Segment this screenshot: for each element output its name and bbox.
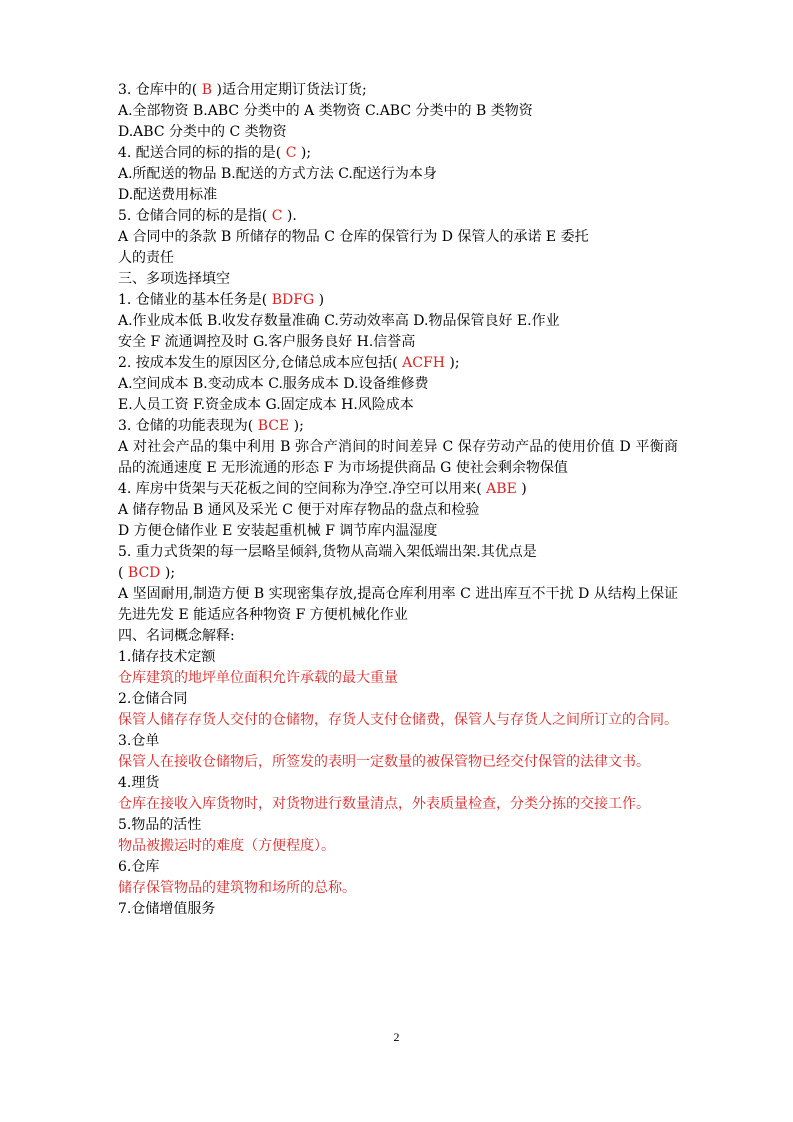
options-line: A.空间成本 B.变动成本 C.服务成本 D.设备维修费 bbox=[118, 376, 429, 392]
term-title: 7.仓储增值服务 bbox=[118, 901, 216, 917]
answer-text: BDFG bbox=[271, 292, 315, 308]
term-title: 2.仓储合同 bbox=[118, 691, 188, 707]
options-line: E.人员工资 F.资金成本 G.固定成本 H.风险成本 bbox=[118, 397, 414, 413]
answer-text: BCD bbox=[127, 565, 161, 581]
question-single-3: 3. 仓库中的( B )适合用定期订货法订货; bbox=[118, 82, 367, 98]
section-heading: 三、多项选择填空 bbox=[118, 271, 230, 287]
page-content bbox=[118, 80, 678, 920]
options-line: 安全 F 流通调控及时 G.客户服务良好 H.信誉高 bbox=[118, 334, 416, 350]
question-single-4: 4. 配送合同的标的指的是( C ); bbox=[118, 145, 312, 161]
options-line: D.配送费用标准 bbox=[118, 187, 218, 203]
term-title: 1.储存技术定额 bbox=[118, 649, 216, 665]
section-heading: 四、名词概念解释: bbox=[118, 628, 235, 644]
options-line: A.全部物资 B.ABC 分类中的 A 类物资 C.ABC 分类中的 B 类物资 bbox=[118, 103, 533, 119]
question-multi-3: 3. 仓储的功能表现为( BCE ); bbox=[118, 418, 304, 434]
options-paragraph: A 坚固耐用,制造方便 B 实现密集存放,提高仓库利用率 C 进出库互不干扰 D 从结构上保证先进先发 E 能适应各种物资 F 方便机械化作业 bbox=[118, 586, 678, 623]
term-definition: 仓库建筑的地坪单位面积允许承载的最大重量 bbox=[118, 670, 398, 686]
page-number: 2 bbox=[393, 1030, 400, 1044]
options-paragraph: A 对社会产品的集中利用 B 弥合产消间的时间差异 C 保存劳动产品的使用价值 D 平衡商品的流通速度 E 无形流通的形态 F 为市场提供商品 G 使社会剩余物保值 bbox=[118, 439, 678, 476]
term-title: 6.仓库 bbox=[118, 859, 160, 875]
question-multi-5-blank: ( BCD ); bbox=[118, 565, 176, 581]
term-title: 5.物品的活性 bbox=[118, 817, 202, 833]
answer-text: BCE bbox=[253, 418, 294, 434]
term-definition: 保管人在接收仓储物后，所签发的表明一定数量的被保管物已经交付保管的法律文书。 bbox=[118, 754, 650, 770]
answer-text: C bbox=[267, 208, 287, 224]
term-title: 3.仓单 bbox=[118, 733, 160, 749]
answer-text: ABE bbox=[481, 481, 522, 497]
question-multi-2: 2. 按成本发生的原因区分,仓储总成本应包括( ACFH ); bbox=[118, 355, 460, 371]
options-line: 人的责任 bbox=[118, 250, 174, 266]
term-definition: 仓库在接收入库货物时，对货物进行数量清点，外表质量检查，分类分拣的交接工作。 bbox=[118, 796, 650, 812]
question-multi-5: 5. 重力式货架的每一层略呈倾斜,货物从高端入架低端出架.其优点是 bbox=[118, 544, 537, 560]
options-line: A 储存物品 B 通风及采光 C 便于对库存物品的盘点和检验 bbox=[118, 502, 480, 518]
term-definition: 储存保管物品的建筑物和场所的总称。 bbox=[118, 880, 356, 896]
answer-text: B bbox=[197, 82, 217, 98]
question-multi-1: 1. 仓储业的基本任务是( BDFG ) bbox=[118, 292, 325, 308]
question-single-5: 5. 仓储合同的标的是指( C ). bbox=[118, 208, 297, 224]
question-multi-4: 4. 库房中货架与天花板之间的空间称为净空.净空可以用来( ABE ) bbox=[118, 481, 527, 497]
options-line: A.所配送的物品 B.配送的方式方法 C.配送行为本身 bbox=[118, 166, 437, 182]
answer-text: C bbox=[281, 145, 301, 161]
options-line: D 方便仓储作业 E 安装起重机械 F 调节库内温湿度 bbox=[118, 523, 438, 539]
answer-text: ACFH bbox=[397, 355, 450, 371]
options-line: D.ABC 分类中的 C 类物资 bbox=[118, 124, 287, 140]
options-line: A.作业成本低 B.收发存数量准确 C.劳动效率高 D.物品保管良好 E.作业 bbox=[118, 313, 560, 329]
term-title: 4.理货 bbox=[118, 775, 160, 791]
term-definition: 物品被搬运时的难度（方便程度）。 bbox=[118, 838, 335, 854]
options-line: A 合同中的条款 B 所储存的物品 C 仓库的保管行为 D 保管人的承诺 E 委托 bbox=[118, 229, 589, 245]
term-definition: 保管人储存存货人交付的仓储物，存货人支付仓储费，保管人与存货人之间所订立的合同。 bbox=[118, 712, 678, 728]
